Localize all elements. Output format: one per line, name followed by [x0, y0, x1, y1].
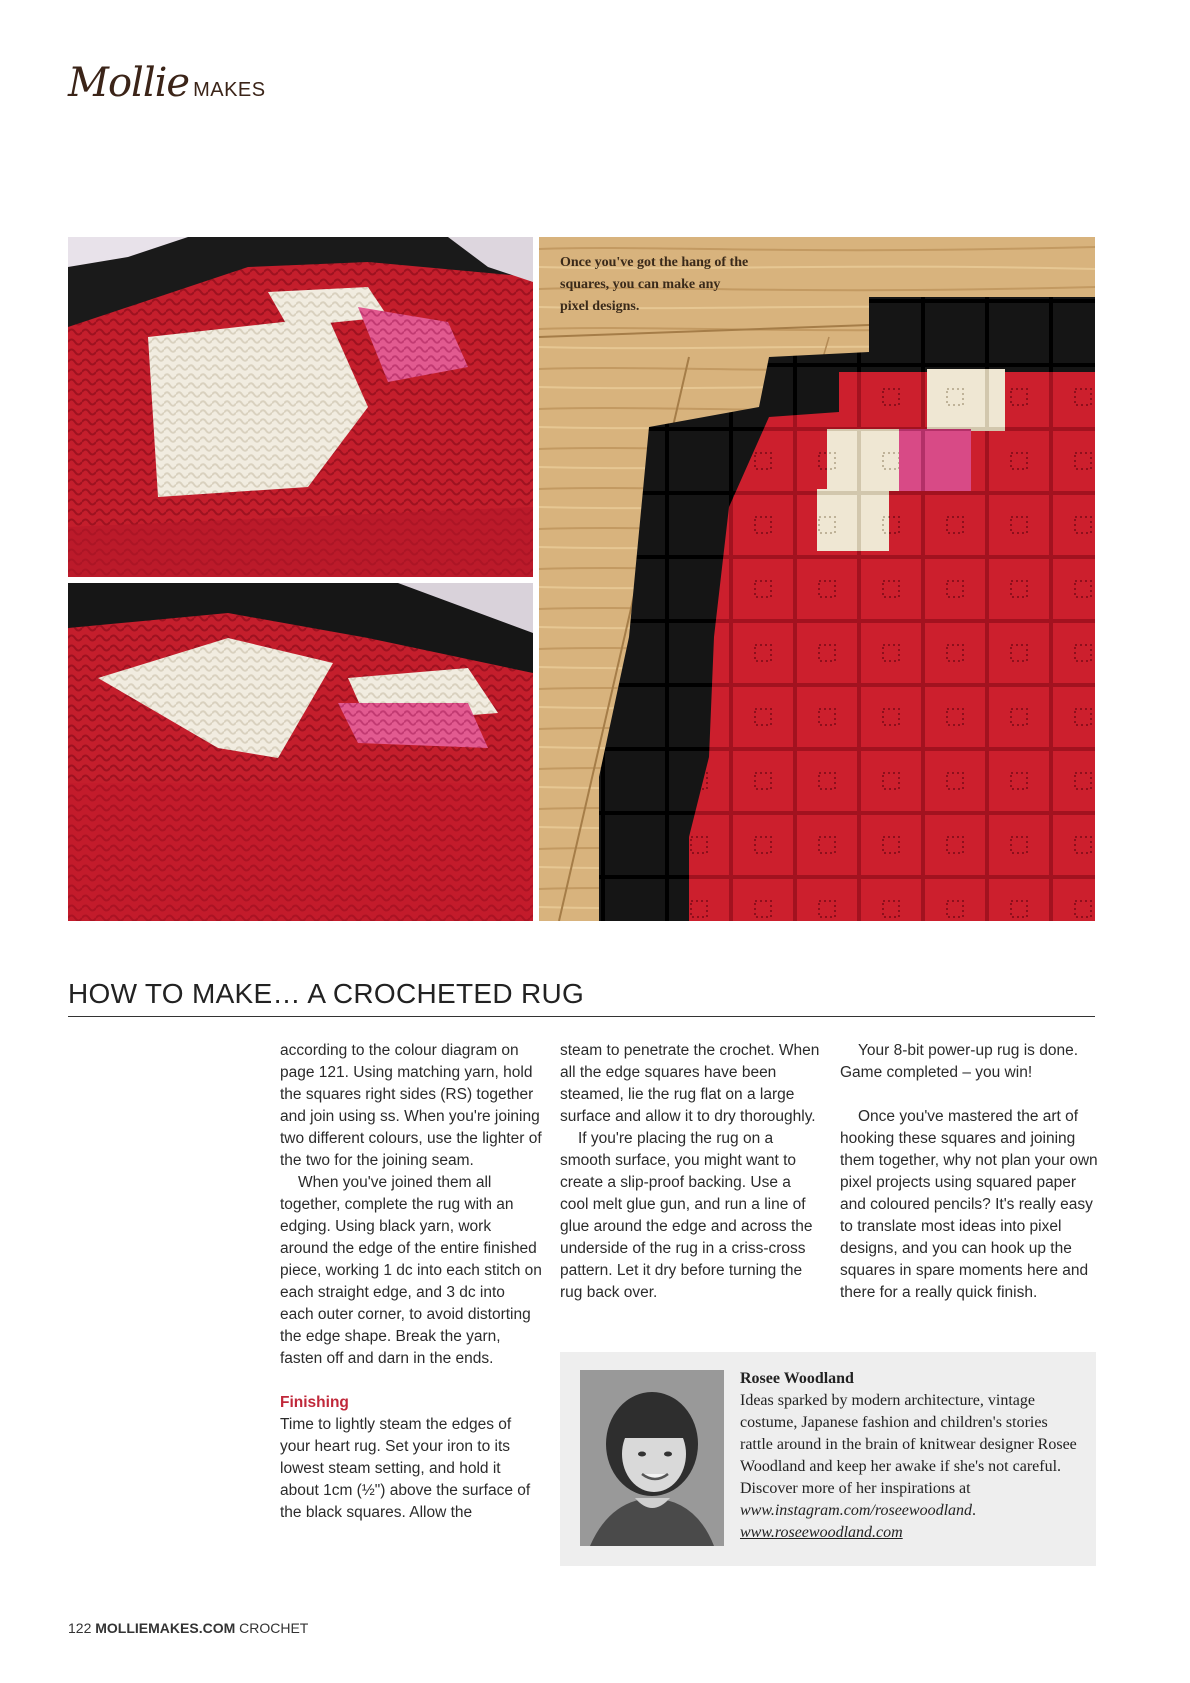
col1-paragraph-2: When you've joined them all together, complete the rug with an edging. Using black yarn, work around the edge of the entire finished piece, working 1 dc into each stitch on each straight edge, and 3 dc into each outer corner, to avoid distorting the edge shape. Break the yarn, fasten off and darn in the ends.	[280, 1174, 542, 1367]
page-number: 122	[68, 1620, 92, 1636]
website-link[interactable]: www.roseewoodland.com	[740, 1524, 903, 1541]
col2-paragraph-2: If you're placing the rug on a smooth surface, you might want to create a slip-proof backing. Use a cool melt glue gun, and run a line of glue around the edge and across the underside of the rug in a criss-cross pattern. Let it dry before turning the rug back over.	[560, 1130, 813, 1301]
article-column-1	[280, 1040, 542, 1524]
article-column-2	[560, 1040, 822, 1304]
finishing-subhead: Finishing	[280, 1394, 349, 1411]
bio-separator: .	[972, 1502, 977, 1519]
designer-name: Rosee Woodland	[740, 1370, 854, 1387]
col2-paragraph-1: steam to penetrate the crochet. When all the edge squares have been steamed, lie the rug flat on a large surface and allow it to dry thoroughly.	[560, 1042, 820, 1125]
photo-rug-closeup-bottom	[68, 583, 533, 921]
article-column-3	[840, 1040, 1098, 1304]
instagram-link[interactable]: www.instagram.com/roseewoodland	[740, 1502, 973, 1519]
footer-site[interactable]: MOLLIEMAKES.COM	[95, 1620, 236, 1636]
designer-bio	[740, 1368, 1080, 1544]
col3-paragraph-1: Your 8-bit power-up rug is done. Game completed – you win!	[840, 1042, 1079, 1081]
photo-caption: Once you've got the hang of the squares, you can make any pixel designs.	[560, 255, 749, 314]
col1-paragraph-1: according to the colour diagram on page 121. Using matching yarn, hold the squares right sides (RS) together and join using ss. When you're joining two different colours, use the lighter of the two for the joining seam.	[280, 1042, 542, 1169]
masthead-logo	[68, 60, 266, 106]
designer-photo	[580, 1370, 724, 1546]
photo-rug-full	[539, 237, 1095, 921]
photo-rug-closeup-top	[68, 237, 533, 577]
col3-paragraph-2: Once you've mastered the art of hooking these squares and joining them together, why not plan your own pixel projects using squared paper and coloured pencils? It's really easy to translate most ideas into pixel designs, and you can hook up the squares in spare moments here and there for a really quick finish.	[840, 1108, 1098, 1301]
designer-bio-text: Ideas sparked by modern architecture, vintage costume, Japanese fashion and children's stories rattle around in the brain of knitwear designer Rosee Woodland and keep her awake if she's not careful. Discover more of her inspirations at	[740, 1392, 1077, 1497]
page-footer	[68, 1620, 308, 1636]
footer-section: CROCHET	[239, 1620, 309, 1636]
logo-makes: MAKES	[193, 79, 266, 101]
col1-paragraph-3: Time to lightly steam the edges of your heart rug. Set your iron to its lowest steam setting, and hold it about 1cm (½") above the surface of the black squares. Allow the	[280, 1416, 531, 1521]
logo-script: Mollie	[68, 60, 190, 106]
article-heading: HOW TO MAKE… A CROCHETED RUG	[68, 978, 1095, 1017]
